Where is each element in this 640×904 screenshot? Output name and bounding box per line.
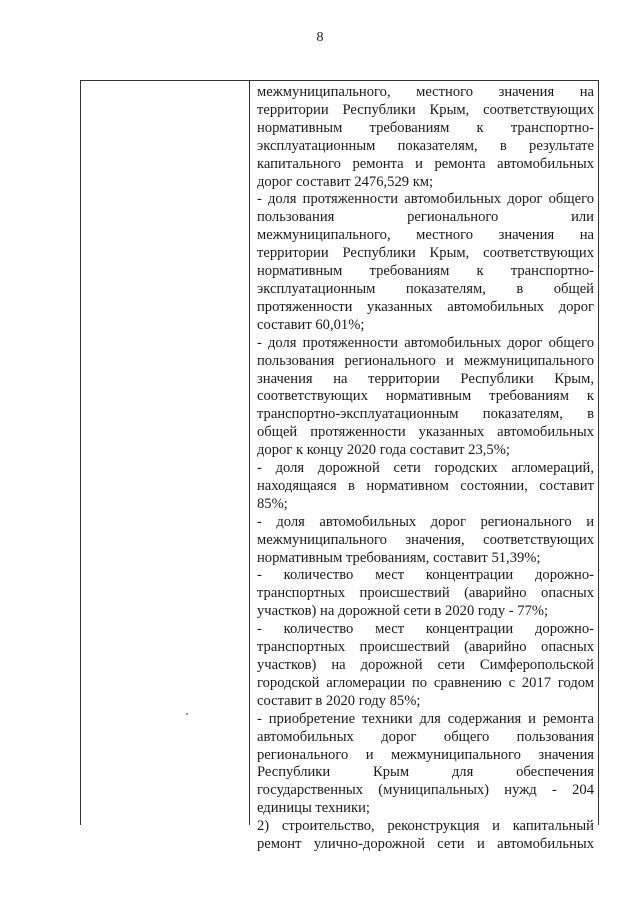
scan-speck [186, 713, 188, 715]
text-line: - доля дорожной сети городских агломераций, [257, 460, 594, 477]
text-line: городской агломерации по сравнению с 2017 годом [257, 674, 594, 691]
text-line: участков) на дорожной сети Симферопольской [257, 657, 594, 673]
text-line: единицы техники; [257, 800, 370, 817]
text-line: протяженности указанных автомобильных дорог [257, 298, 594, 315]
text-line: транспортных происшествий (аварийно опасных [257, 585, 594, 602]
text-line: нормативным требованиям, составит 51,39%; [257, 549, 541, 566]
text-line: соответствующих нормативным требованиям к [257, 388, 594, 405]
text-line: территории Республики Крым, соответствующих [257, 101, 594, 118]
text-line: - доля протяженности автомобильных дорог общего [257, 191, 594, 208]
table-left-column [81, 81, 250, 825]
text-line: эксплуатационным показателям, в результате [257, 137, 594, 154]
text-line: эксплуатационным показателям, в общей [257, 280, 594, 297]
text-line: - доля автомобильных дорог регионального и [257, 513, 594, 530]
page-number: 8 [316, 30, 324, 45]
text-line: - количество мест концентрации дорожно- [257, 621, 594, 638]
text-line: участков) на дорожной сети в 2020 году - 77%; [257, 603, 549, 620]
text-line: регионального и межмуниципального значения [257, 746, 594, 763]
text-line: нормативным требованиям к транспортно- [257, 119, 594, 136]
text-line: пользования регионального или [257, 209, 594, 226]
text-line: автомобильных дорог общего пользования [257, 728, 594, 745]
table-right-column [250, 81, 598, 853]
text-line: пользования регионального и межмуниципального [257, 352, 594, 369]
text-line: нормативным требованиям к транспортно- [257, 263, 594, 280]
text-line: межмуниципального, местного значения на [257, 227, 594, 244]
text-line: межмуниципального значения, соответствующих [257, 531, 594, 548]
text-line: Республики Крым для обеспечения [257, 764, 594, 781]
document-table [80, 80, 599, 853]
text-line: дорог составит 2476,529 км; [257, 173, 434, 190]
text-line: - количество мест концентрации дорожно- [257, 567, 594, 584]
text-line: - приобретение техники для содержания и ремонта [257, 710, 594, 727]
text-line: дорог к концу 2020 года составит 23,5%; [257, 442, 510, 459]
text-line: - доля протяженности автомобильных дорог общего [257, 334, 594, 351]
text-line: составит 60,01%; [257, 316, 365, 333]
text-line: капитального ремонта и ремонта автомобильных [257, 155, 594, 172]
text-line: находящаяся в нормативном состоянии, составит [257, 477, 594, 494]
text-line: значения на территории Республики Крым, [257, 370, 594, 387]
text-line: общей протяженности указанных автомобильных [257, 424, 594, 441]
text-line: 85%; [257, 495, 288, 512]
text-line: межмуниципального, местного значения на [257, 84, 594, 100]
text-line: транспортно-эксплуатационным показателям, в [257, 406, 594, 423]
text-line: транспортных происшествий (аварийно опасных [257, 639, 594, 656]
text-line: 2) строительство, реконструкция и капитальный [257, 818, 594, 835]
text-line: территории Республики Крым, соответствующих [257, 245, 594, 262]
text-line: ремонт улично-дорожной сети и автомобильных [257, 836, 594, 853]
text-line: составит в 2020 году 85%; [257, 692, 421, 709]
text-line: государственных (муниципальных) нужд - 204 [257, 782, 594, 799]
